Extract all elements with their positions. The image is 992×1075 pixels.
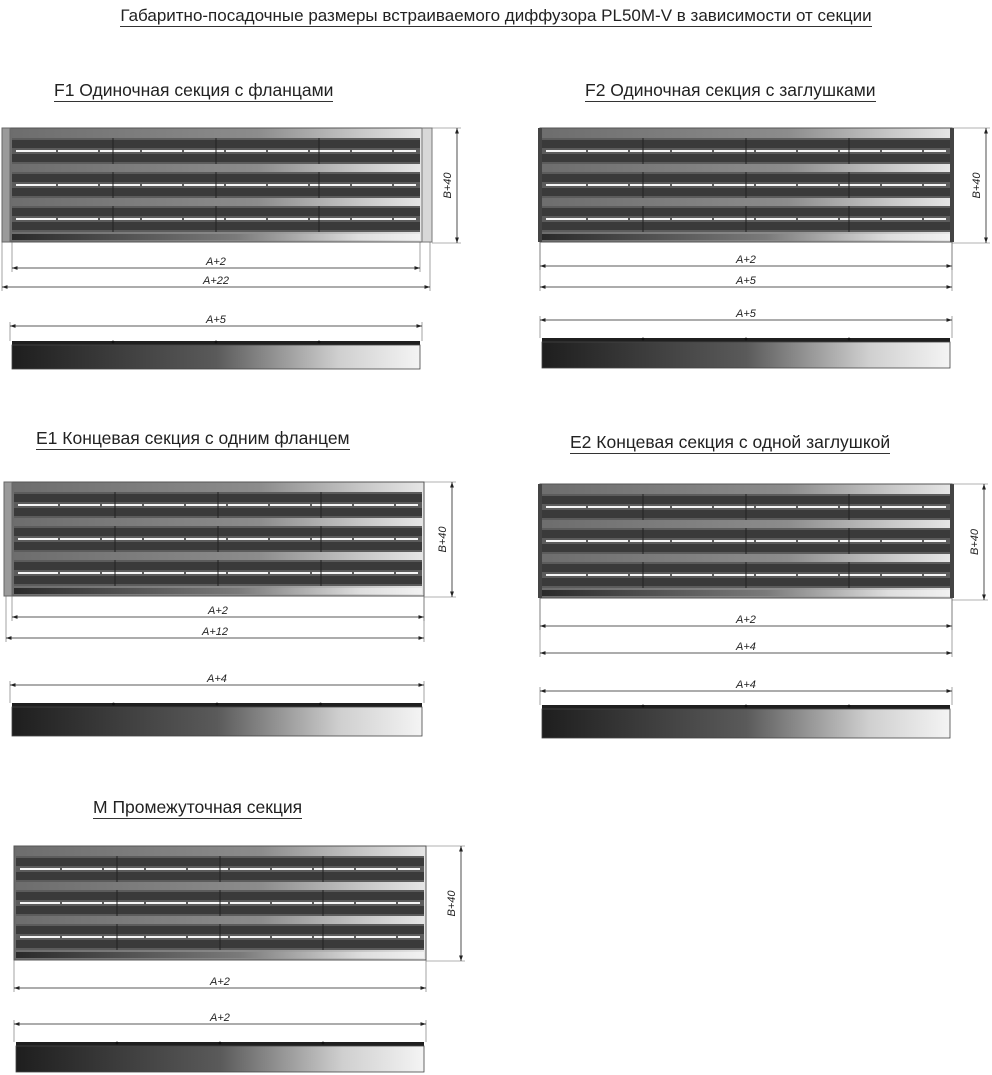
width-dimension-label: A+2 <box>206 256 226 268</box>
section-e1 <box>4 482 456 736</box>
front-view-m <box>14 846 426 960</box>
side-length-dimension-label: A+5 <box>736 308 756 320</box>
side-body <box>542 709 950 738</box>
side-length-dimension-label: A+2 <box>210 1012 230 1024</box>
side-body <box>12 345 420 369</box>
page-title: Габаритно-посадочные размеры встраиваемого диффузора PL50M-V в зависимости от секции <box>120 6 872 25</box>
width-dimension-label: A+2 <box>736 614 756 626</box>
front-view-f2 <box>538 128 954 242</box>
width-dimension-label: A+2 <box>736 254 756 266</box>
end-cap-right <box>950 128 954 242</box>
side-length-dimension-label: A+5 <box>206 314 226 326</box>
side-view-f1 <box>10 314 422 369</box>
side-body <box>12 707 422 736</box>
height-dimension-label: B+40 <box>971 172 983 199</box>
overall-width-dimension-label: A+12 <box>202 626 228 638</box>
side-view-e2 <box>540 679 952 738</box>
height-dimension-label: B+40 <box>969 529 981 555</box>
side-view-m <box>14 1012 426 1072</box>
section-title-e2: E2 Концевая секция с одной заглушкой <box>570 432 891 452</box>
bottom-rail <box>542 234 950 240</box>
end-cap-left <box>538 484 542 598</box>
section-e2 <box>538 484 988 738</box>
section-m <box>14 846 465 1072</box>
side-fastener <box>848 338 851 341</box>
section-title-f1: F1 Одиночная секция с фланцами <box>54 80 334 100</box>
section-title-e1: E1 Концевая секция с одним фланцем <box>36 428 350 448</box>
bottom-rail <box>14 588 422 594</box>
flange-left <box>2 128 10 242</box>
side-fastener <box>219 1042 222 1045</box>
side-length-dimension-label: A+4 <box>207 673 227 685</box>
side-view-f2 <box>540 308 952 368</box>
flange-left <box>4 482 12 596</box>
width-dimension-label: A+2 <box>208 605 228 617</box>
overall-width-dimension-label: A+4 <box>736 641 756 653</box>
bottom-rail <box>542 590 950 596</box>
side-fastener <box>848 705 851 708</box>
section-title-f2: F2 Одиночная секция с заглушками <box>585 80 876 100</box>
side-fastener <box>215 341 218 344</box>
side-fastener <box>116 1042 119 1045</box>
width-dimension-label: A+2 <box>210 976 230 988</box>
side-fastener <box>112 341 115 344</box>
section-title-m: M Промежуточная секция <box>93 797 303 817</box>
height-dimension-label: B+40 <box>442 172 454 199</box>
end-cap-right <box>950 484 954 598</box>
flange-right <box>422 128 432 242</box>
side-fastener <box>642 705 645 708</box>
overall-width-dimension-label: A+22 <box>203 275 229 287</box>
height-dimension-label: B+40 <box>446 890 458 917</box>
side-body <box>542 342 950 368</box>
front-view-e2 <box>538 484 954 598</box>
bottom-rail <box>12 234 420 240</box>
front-view-e1 <box>4 482 424 596</box>
overall-width-dimension-label: A+5 <box>736 275 756 287</box>
side-fastener <box>216 703 219 706</box>
side-fastener <box>642 338 645 341</box>
section-f1 <box>2 128 461 369</box>
height-dimension-label: B+40 <box>437 526 449 553</box>
side-fastener <box>319 703 322 706</box>
side-fastener <box>112 703 115 706</box>
side-fastener <box>322 1042 325 1045</box>
bottom-rail <box>16 952 424 958</box>
front-view-f1 <box>2 128 432 242</box>
side-fastener <box>745 338 748 341</box>
section-f2 <box>538 128 990 368</box>
side-length-dimension-label: A+4 <box>736 679 756 691</box>
side-body <box>16 1046 424 1072</box>
end-cap-left <box>538 128 542 242</box>
side-fastener <box>745 705 748 708</box>
side-fastener <box>318 341 321 344</box>
side-view-e1 <box>10 673 424 736</box>
